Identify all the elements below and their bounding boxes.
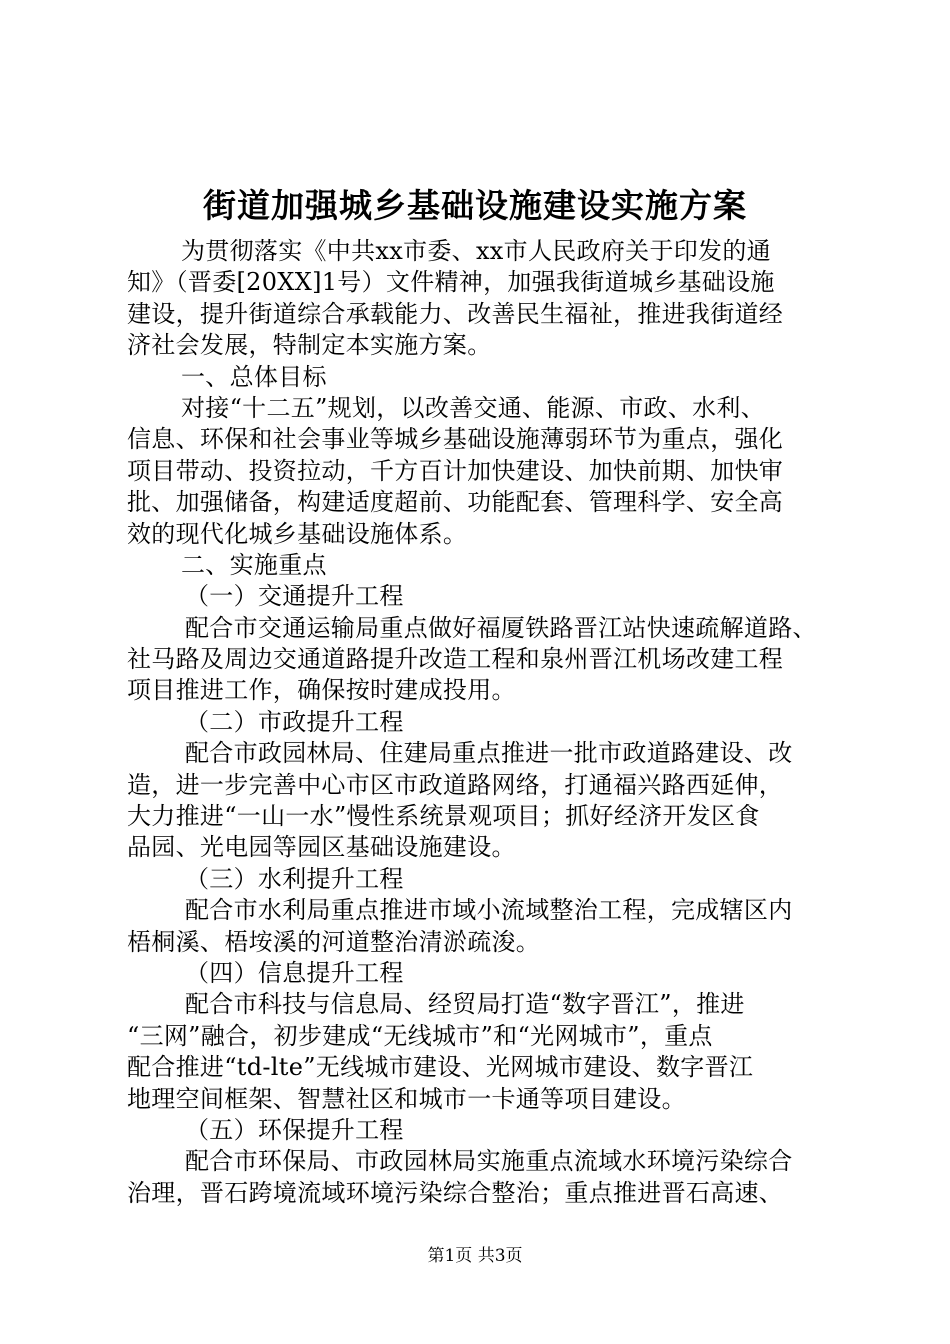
paragraph-line: 项目带动、投资拉动，千方百计加快建设、加快前期、加快审 (127, 456, 784, 485)
page-indicator: 第1页 共3页 (427, 1246, 523, 1266)
paragraph-line: 社马路及周边交通道路提升改造工程和泉州晋江机场改建工程 (127, 645, 784, 674)
paragraph-line: 效的现代化城乡基础设施体系。 (127, 519, 468, 548)
page-footer (0, 1244, 950, 1268)
paragraph-line: “三网”融合，初步建成“无线城市”和“光网城市”，重点 (127, 1021, 713, 1050)
paragraph-line: 梧桐溪、梧垵溪的河道整治清淤疏浚。 (127, 927, 541, 956)
subsection-heading: （四）信息提升工程 (185, 958, 404, 987)
document-title: 街道加强城乡基础设施建设实施方案 (203, 186, 747, 225)
paragraph-line: 为贯彻落实《中共xx市委、xx市人民政府关于印发的通 (181, 237, 771, 265)
subsection-heading: （五）环保提升工程 (185, 1115, 404, 1144)
paragraph-line: 品园、光电园等园区基础设施建设。 (127, 833, 516, 862)
paragraph-line: 配合推进“td-lte”无线城市建设、光网城市建设、数字晋江 (127, 1053, 754, 1082)
paragraph-line: 造，进一步完善中心市区市政道路网络，打通福兴路西延伸， (127, 770, 784, 799)
paragraph-line: 配合市科技与信息局、经贸局打造“数字晋江”，推进 (185, 990, 745, 1019)
paragraph-line: 信息、环保和社会事业等城乡基础设施薄弱环节为重点，强化 (127, 425, 784, 454)
paragraph-line: 济社会发展，特制定本实施方案。 (127, 331, 492, 360)
paragraph-line: 配合市环保局、市政园林局实施重点流域水环境污染综合 (185, 1147, 793, 1176)
paragraph-line: 配合市政园林局、住建局重点推进一批市政道路建设、改 (185, 739, 793, 768)
paragraph-line: 批、加强储备，构建适度超前、功能配套、管理科学、安全高 (127, 488, 784, 517)
paragraph-line: 建设，提升街道综合承载能力、改善民生福祉，推进我街道经 (127, 299, 784, 328)
subsection-heading: （二）市政提升工程 (185, 707, 404, 736)
document-body (127, 236, 827, 1209)
paragraph-line: 地理空间框架、智慧社区和城市一卡通等项目建设。 (127, 1084, 686, 1113)
paragraph-line: 配合市交通运输局重点做好福厦铁路晋江站快速疏解道路、 (185, 613, 817, 642)
paragraph-line: 配合市水利局重点推进市域小流域整治工程，完成辖区内 (185, 896, 793, 925)
paragraph-line: 大力推进“一山一水”慢性系统景观项目；抓好经济开发区食 (127, 802, 760, 831)
paragraph-line: 对接“十二五”规划，以改善交通、能源、市政、水利、 (181, 393, 766, 422)
paragraph-line: 知》（晋委[20XX]1号）文件精神，加强我街道城乡基础设施 (127, 268, 775, 297)
section-heading: 一、总体目标 (181, 362, 327, 391)
subsection-heading: （一）交通提升工程 (185, 582, 404, 611)
paragraph-line: 治理，晋石跨境流域环境污染综合整治；重点推进晋石高速、 (127, 1178, 784, 1207)
paragraph-line: 项目推进工作，确保按时建成投用。 (127, 676, 516, 705)
subsection-heading: （三）水利提升工程 (185, 864, 404, 893)
section-heading: 二、实施重点 (181, 550, 327, 579)
